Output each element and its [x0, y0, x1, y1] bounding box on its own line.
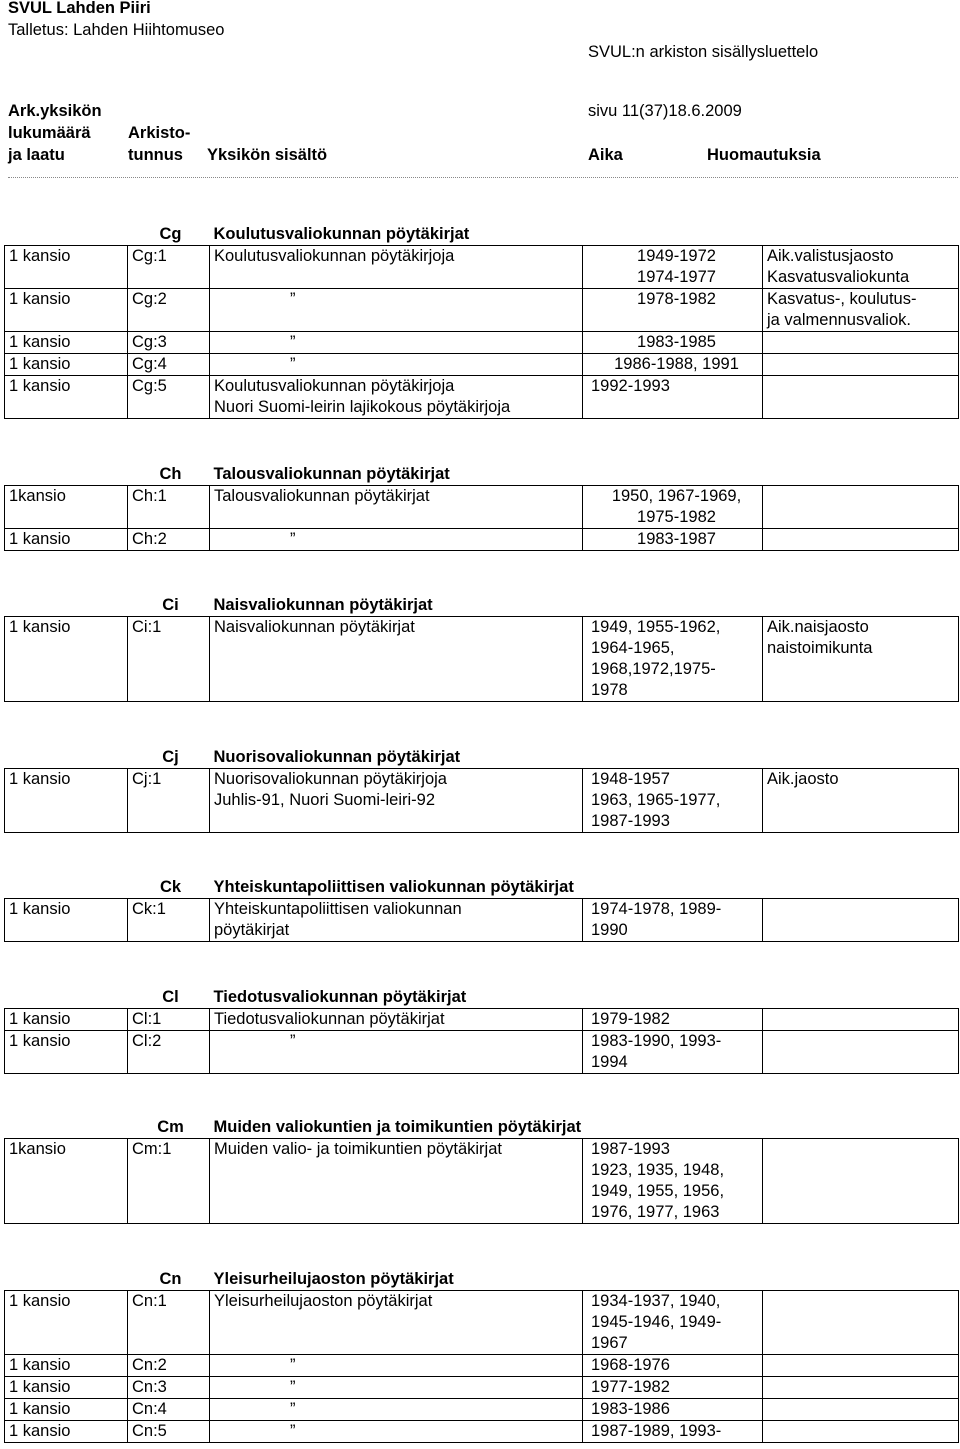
deposit-location: Talletus: Lahden Hiihtomuseo: [8, 21, 225, 39]
notes-line: Kasvatusvaliokunta: [767, 268, 910, 286]
table-row: [5, 529, 959, 551]
table-row: [5, 486, 959, 529]
code-cell: Cn:4: [128, 1399, 210, 1421]
notes-line: Aik.valistusjaosto: [767, 247, 894, 265]
ditto-mark: ”: [290, 1032, 296, 1050]
content-line: pöytäkirjat: [214, 921, 290, 939]
notes-line: Aik.naisjaosto: [767, 618, 869, 636]
table-row: [5, 1291, 959, 1355]
section-title: Muiden valiokuntien ja toimikuntien pöytäkirjat: [213, 1118, 582, 1136]
table-row: [5, 1377, 959, 1399]
notes-cell: [763, 1291, 959, 1355]
section-code: Cn: [159, 1270, 182, 1288]
section-code: Cg: [159, 225, 182, 243]
section-title: Yhteiskuntapoliittisen valiokunnan pöytäkirjat: [213, 878, 574, 896]
table-row: [5, 899, 959, 942]
notes-cell: [763, 529, 959, 551]
col-header-code-line2: tunnus: [128, 146, 183, 164]
notes-line: Kasvatus-, koulutus-: [767, 290, 917, 308]
time-line: 1950, 1967-1969,: [611, 487, 742, 505]
ditto-mark: ”: [290, 290, 296, 308]
notes-cell: [763, 246, 959, 289]
time-cell: [583, 769, 763, 833]
time-cell: [583, 376, 763, 419]
time-line: 1983-1987: [637, 530, 716, 548]
section-cn: [4, 1269, 959, 1443]
code-cell: Cn:5: [128, 1421, 210, 1443]
spacer-cell: [5, 464, 128, 486]
section-title-row: [5, 877, 959, 899]
page-number: sivu 11(37)18.6.2009: [588, 102, 742, 120]
section-title: Yleisurheilujaoston pöytäkirjat: [213, 1270, 454, 1288]
notes-cell: [763, 1355, 959, 1377]
col-header-time: Aika: [588, 146, 623, 164]
content-cell: [210, 1291, 583, 1355]
content-cell: [210, 1139, 583, 1224]
table-row: [5, 1139, 959, 1224]
time-line: 1987-1989, 1993-: [591, 1422, 722, 1440]
section-title: Koulutusvaliokunnan pöytäkirjat: [213, 225, 470, 243]
code-cell: Cn:1: [128, 1291, 210, 1355]
content-line: Koulutusvaliokunnan pöytäkirjoja: [214, 247, 455, 265]
notes-cell: [763, 376, 959, 419]
table-row: [5, 289, 959, 332]
unit-cell: 1 kansio: [5, 1009, 128, 1031]
content-cell: [210, 617, 583, 702]
content-line: Tiedotusvaliokunnan pöytäkirjat: [214, 1010, 445, 1028]
section-title: Naisvaliokunnan pöytäkirjat: [213, 596, 433, 614]
code-cell: Cn:3: [128, 1377, 210, 1399]
time-line: 1945-1946, 1949-: [591, 1313, 722, 1331]
time-line: 1963, 1965-1977,: [591, 791, 721, 809]
notes-cell: [763, 617, 959, 702]
code-cell: Cg:4: [128, 354, 210, 376]
content-cell: [210, 1355, 583, 1377]
content-cell: [210, 289, 583, 332]
time-line: 1979-1982: [591, 1010, 670, 1028]
time-line: 1948-1957: [591, 770, 670, 788]
time-line: 1923, 1935, 1948,: [591, 1161, 725, 1179]
notes-cell: [763, 332, 959, 354]
spacer-cell: [5, 595, 128, 617]
section-cm: [4, 1117, 959, 1224]
content-cell: [210, 1031, 583, 1074]
ditto-mark: ”: [290, 1378, 296, 1396]
section-title-row: [5, 595, 959, 617]
time-line: 1987-1993: [591, 812, 670, 830]
time-line: 1949, 1955, 1956,: [591, 1182, 725, 1200]
ditto-mark: ”: [290, 333, 296, 351]
time-line: 1992-1993: [591, 377, 670, 395]
ditto-mark: ”: [290, 530, 296, 548]
time-cell: [583, 246, 763, 289]
ditto-mark: ”: [290, 1400, 296, 1418]
time-line: 1967: [591, 1334, 628, 1352]
content-cell: [210, 1377, 583, 1399]
content-cell: [210, 246, 583, 289]
time-cell: [583, 1421, 763, 1443]
table-row: [5, 617, 959, 702]
time-cell: [583, 354, 763, 376]
section-title: Tiedotusvaliokunnan pöytäkirjat: [213, 988, 467, 1006]
time-cell: [583, 1139, 763, 1224]
code-cell: Ch:1: [128, 486, 210, 529]
table-row: [5, 354, 959, 376]
section-title-row: [5, 747, 959, 769]
notes-cell: [763, 1421, 959, 1443]
section-title-row: [5, 987, 959, 1009]
code-cell: Cj:1: [128, 769, 210, 833]
code-cell: Cn:2: [128, 1355, 210, 1377]
time-line: 1977-1982: [591, 1378, 670, 1396]
section-cl: [4, 987, 959, 1074]
ditto-mark: ”: [290, 355, 296, 373]
organization-name: SVUL Lahden Piiri: [8, 0, 151, 17]
code-cell: Cl:2: [128, 1031, 210, 1074]
col-header-unit-line1: Ark.yksikön: [8, 102, 102, 120]
time-line: 1968,1972,1975-: [591, 660, 716, 678]
section-title-row: [5, 1269, 959, 1291]
code-cell: Cg:1: [128, 246, 210, 289]
notes-cell: [763, 289, 959, 332]
section-ch: [4, 464, 959, 551]
col-header-unit-line2: lukumäärä: [8, 124, 91, 142]
unit-cell: 1 kansio: [5, 617, 128, 702]
time-line: 1949-1972: [637, 247, 716, 265]
code-cell: Ci:1: [128, 617, 210, 702]
content-line: Talousvaliokunnan pöytäkirjat: [214, 487, 430, 505]
unit-cell: 1kansio: [5, 486, 128, 529]
time-cell: [583, 1399, 763, 1421]
unit-cell: 1 kansio: [5, 1421, 128, 1443]
notes-cell: [763, 1009, 959, 1031]
notes-cell: [763, 486, 959, 529]
code-cell: Cg:3: [128, 332, 210, 354]
time-line: 1974-1978, 1989-: [591, 900, 722, 918]
content-cell: [210, 354, 583, 376]
time-line: 1975-1982: [637, 508, 716, 526]
time-line: 1978-1982: [637, 290, 716, 308]
col-header-notes: Huomautuksia: [707, 146, 821, 164]
ditto-mark: ”: [290, 1356, 296, 1374]
notes-cell: [763, 1377, 959, 1399]
section-code: Ch: [159, 465, 182, 483]
table-row: [5, 1009, 959, 1031]
section-code: Cm: [157, 1118, 184, 1136]
content-cell: [210, 769, 583, 833]
section-title-row: [5, 464, 959, 486]
content-line: Yhteiskuntapoliittisen valiokunnan: [214, 900, 462, 918]
unit-cell: 1 kansio: [5, 529, 128, 551]
table-row: [5, 332, 959, 354]
time-line: 1994: [591, 1053, 628, 1071]
code-cell: Cm:1: [128, 1139, 210, 1224]
table-row: [5, 376, 959, 419]
unit-cell: 1 kansio: [5, 1355, 128, 1377]
ditto-mark: ”: [290, 1422, 296, 1440]
header-divider: [8, 177, 958, 178]
col-header-content: Yksikön sisältö: [207, 146, 328, 164]
section-code: Cj: [162, 748, 179, 766]
time-cell: [583, 486, 763, 529]
time-cell: [583, 529, 763, 551]
content-cell: [210, 332, 583, 354]
notes-line: naistoimikunta: [767, 639, 873, 657]
time-line: 1986-1988, 1991: [614, 355, 739, 373]
code-cell: Cg:5: [128, 376, 210, 419]
time-line: 1987-1993: [591, 1140, 670, 1158]
table-row: [5, 769, 959, 833]
code-cell: Ck:1: [128, 899, 210, 942]
section-code: Ci: [162, 596, 179, 614]
unit-cell: 1 kansio: [5, 1399, 128, 1421]
unit-cell: 1 kansio: [5, 332, 128, 354]
notes-cell: [763, 1399, 959, 1421]
spacer-cell: [5, 224, 128, 246]
section-cg: [4, 224, 959, 419]
document-title: SVUL:n arkiston sisällysluettelo: [588, 43, 819, 61]
unit-cell: 1 kansio: [5, 354, 128, 376]
unit-cell: 1 kansio: [5, 1291, 128, 1355]
time-line: 1983-1986: [591, 1400, 670, 1418]
time-line: 1976, 1977, 1963: [591, 1203, 720, 1221]
content-line: Nuorisovaliokunnan pöytäkirjoja: [214, 770, 447, 788]
time-line: 1968-1976: [591, 1356, 670, 1374]
time-line: 1949, 1955-1962,: [591, 618, 721, 636]
section-title: Talousvaliokunnan pöytäkirjat: [213, 465, 450, 483]
table-row: [5, 1031, 959, 1074]
section-title-row: [5, 1117, 959, 1139]
time-cell: [583, 1031, 763, 1074]
content-line: Naisvaliokunnan pöytäkirjat: [214, 618, 415, 636]
content-line: Koulutusvaliokunnan pöytäkirjoja: [214, 377, 455, 395]
spacer-cell: [5, 987, 128, 1009]
content-line: Nuori Suomi-leirin lajikokous pöytäkirjoja: [214, 398, 511, 416]
col-header-code-line1: Arkisto-: [128, 124, 191, 142]
spacer-cell: [5, 747, 128, 769]
notes-line: Aik.jaosto: [767, 770, 839, 788]
notes-cell: [763, 1031, 959, 1074]
table-row: [5, 1399, 959, 1421]
content-cell: [210, 486, 583, 529]
spacer-cell: [5, 877, 128, 899]
notes-cell: [763, 354, 959, 376]
notes-cell: [763, 1139, 959, 1224]
time-cell: [583, 1355, 763, 1377]
time-line: 1978: [591, 681, 628, 699]
notes-line: ja valmennusvaliok.: [767, 311, 911, 329]
time-line: 1964-1965,: [591, 639, 675, 657]
section-cj: [4, 747, 959, 833]
notes-cell: [763, 899, 959, 942]
time-cell: [583, 289, 763, 332]
spacer-cell: [5, 1269, 128, 1291]
section-title: Nuorisovaliokunnan pöytäkirjat: [213, 748, 461, 766]
time-line: 1990: [591, 921, 628, 939]
unit-cell: 1 kansio: [5, 376, 128, 419]
col-header-unit-line3: ja laatu: [8, 146, 65, 164]
time-cell: [583, 899, 763, 942]
section-ci: [4, 595, 959, 702]
time-line: 1934-1937, 1940,: [591, 1292, 721, 1310]
content-cell: [210, 899, 583, 942]
section-ck: [4, 877, 959, 942]
unit-cell: 1 kansio: [5, 769, 128, 833]
time-line: 1974-1977: [637, 268, 716, 286]
unit-cell: 1 kansio: [5, 1377, 128, 1399]
unit-cell: 1kansio: [5, 1139, 128, 1224]
content-line: Muiden valio- ja toimikuntien pöytäkirjat: [214, 1140, 502, 1158]
table-row: [5, 246, 959, 289]
content-cell: [210, 1399, 583, 1421]
section-code: Cl: [162, 988, 179, 1006]
notes-cell: [763, 769, 959, 833]
time-cell: [583, 332, 763, 354]
time-cell: [583, 1009, 763, 1031]
content-cell: [210, 529, 583, 551]
time-cell: [583, 1377, 763, 1399]
time-cell: [583, 617, 763, 702]
table-row: [5, 1355, 959, 1377]
time-cell: [583, 1291, 763, 1355]
table-row: [5, 1421, 959, 1443]
unit-cell: 1 kansio: [5, 899, 128, 942]
section-title-row: [5, 224, 959, 246]
content-line: Juhlis-91, Nuori Suomi-leiri-92: [214, 791, 435, 809]
spacer-cell: [5, 1117, 128, 1139]
code-cell: Ch:2: [128, 529, 210, 551]
time-line: 1983-1985: [637, 333, 716, 351]
unit-cell: 1 kansio: [5, 1031, 128, 1074]
time-line: 1983-1990, 1993-: [591, 1032, 722, 1050]
code-cell: Cg:2: [128, 289, 210, 332]
section-code: Ck: [159, 878, 182, 896]
unit-cell: 1 kansio: [5, 289, 128, 332]
unit-cell: 1 kansio: [5, 246, 128, 289]
content-line: Yleisurheilujaoston pöytäkirjat: [214, 1292, 433, 1310]
content-cell: [210, 376, 583, 419]
content-cell: [210, 1421, 583, 1443]
content-cell: [210, 1009, 583, 1031]
code-cell: Cl:1: [128, 1009, 210, 1031]
